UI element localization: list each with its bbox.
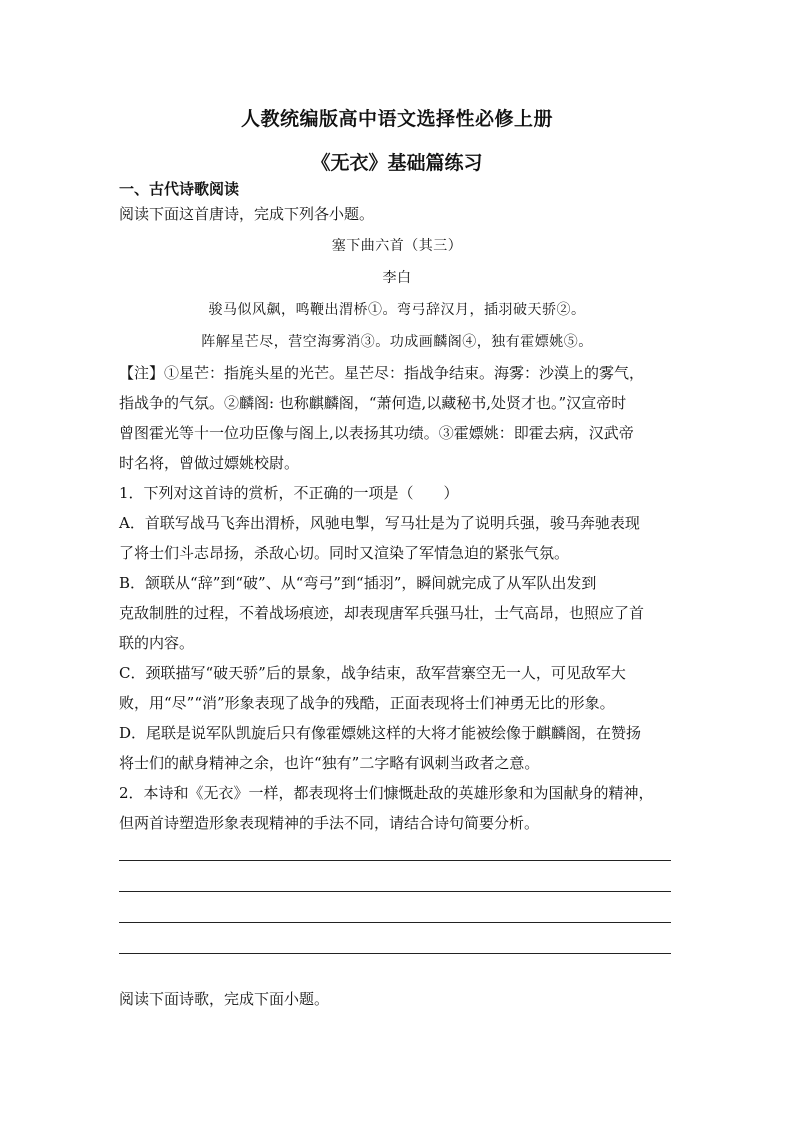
option-line: 了将士们斗志昂扬，杀敌心切。同时又渲染了军情急迫的紧张气氛。 bbox=[119, 544, 570, 562]
annotation-note bbox=[119, 358, 675, 478]
answer-area[interactable] bbox=[119, 860, 675, 954]
option-b bbox=[119, 568, 675, 658]
document-body bbox=[119, 178, 675, 1014]
answer-line[interactable] bbox=[119, 953, 671, 954]
note-line: 指战争的气氛。②麟阁: 也称麒麟阁，“萧何造,以藏秘书,处贤才也。”汉宣帝时 bbox=[119, 394, 627, 412]
poem-block bbox=[119, 230, 675, 358]
answer-line[interactable] bbox=[119, 860, 671, 861]
option-line: C．颈联描写“破天骄”后的景象，战争结束，敌军营寨空无一人，可见敌军大 bbox=[119, 664, 626, 682]
option-line: A．首联写战马飞奔出渭桥，风驰电掣，写马壮是为了说明兵强，骏马奔驰表现 bbox=[119, 514, 640, 532]
question-line: 2．本诗和《无衣》一样，都表现将士们慷慨赴敌的英雄形象和为国献身的精神， bbox=[119, 784, 654, 802]
option-line: D．尾联是说军队凯旋后只有像霍嫖姚这样的大将才能被绘像于麒麟阁，在赞扬 bbox=[119, 724, 642, 742]
note-line: 曾图霍光等十一位功臣像与阁上,以表扬其功绩。③霍嫖姚：即霍去病，汉武帝 bbox=[119, 424, 634, 442]
answer-line[interactable] bbox=[119, 891, 671, 892]
option-line: 败，用“尽”“消”形象表现了战争的残酷，正面表现将士们神勇无比的形象。 bbox=[119, 694, 615, 712]
poem-line: 骏马似风飙，鸣鞭出渭桥①。弯弓辞汉月，插羽破天骄②。 bbox=[208, 302, 586, 318]
section-instruction: 阅读下面这首唐诗，完成下列各小题。 bbox=[119, 205, 375, 223]
section-heading: 一、古代诗歌阅读 bbox=[119, 180, 240, 198]
poem-title: 塞下曲六首（其三） bbox=[331, 238, 463, 254]
question-2 bbox=[119, 778, 675, 838]
option-line: B．颔联从“辞”到“破”、从“弯弓”到“插羽”，瞬间就完成了从军队出发到 bbox=[119, 574, 597, 592]
question-line: 但两首诗塑造形象表现精神的手法不同，请结合诗句简要分析。 bbox=[119, 814, 540, 832]
note-line: 【注】①星芒：指旄头星的光芒。星芒尽：指战争结束。海雾：沙漠上的雾气， bbox=[119, 364, 645, 382]
poem-line: 阵解星芒尽，营空海雾消③。功成画麟阁④，独有霍嫖姚⑤。 bbox=[201, 334, 593, 350]
note-line: 时名将，曾做过嫖姚校尉。 bbox=[119, 454, 300, 472]
document-subtitle: 《无衣》基础篇练习 bbox=[311, 152, 483, 174]
option-c bbox=[119, 658, 675, 718]
question-stem: 1．下列对这首诗的赏析，不正确的一项是（ ） bbox=[119, 484, 459, 502]
option-line: 联的内容。 bbox=[119, 634, 195, 652]
poem-author: 李白 bbox=[382, 270, 412, 286]
closing-instruction: 阅读下面诗歌，完成下面小题。 bbox=[119, 990, 330, 1008]
option-a bbox=[119, 508, 675, 568]
option-line: 克敌制胜的过程，不着战场痕迹，却表现唐军兵强马壮，士气高昂，也照应了首 bbox=[119, 604, 645, 622]
document-title: 人教统编版高中语文选择性必修上册 bbox=[240, 108, 553, 130]
option-d bbox=[119, 718, 675, 778]
question-1 bbox=[119, 478, 675, 778]
answer-line[interactable] bbox=[119, 922, 671, 923]
option-line: 将士们的献身精神之余，也许“独有”二字略有讽刺当政者之意。 bbox=[119, 754, 540, 772]
